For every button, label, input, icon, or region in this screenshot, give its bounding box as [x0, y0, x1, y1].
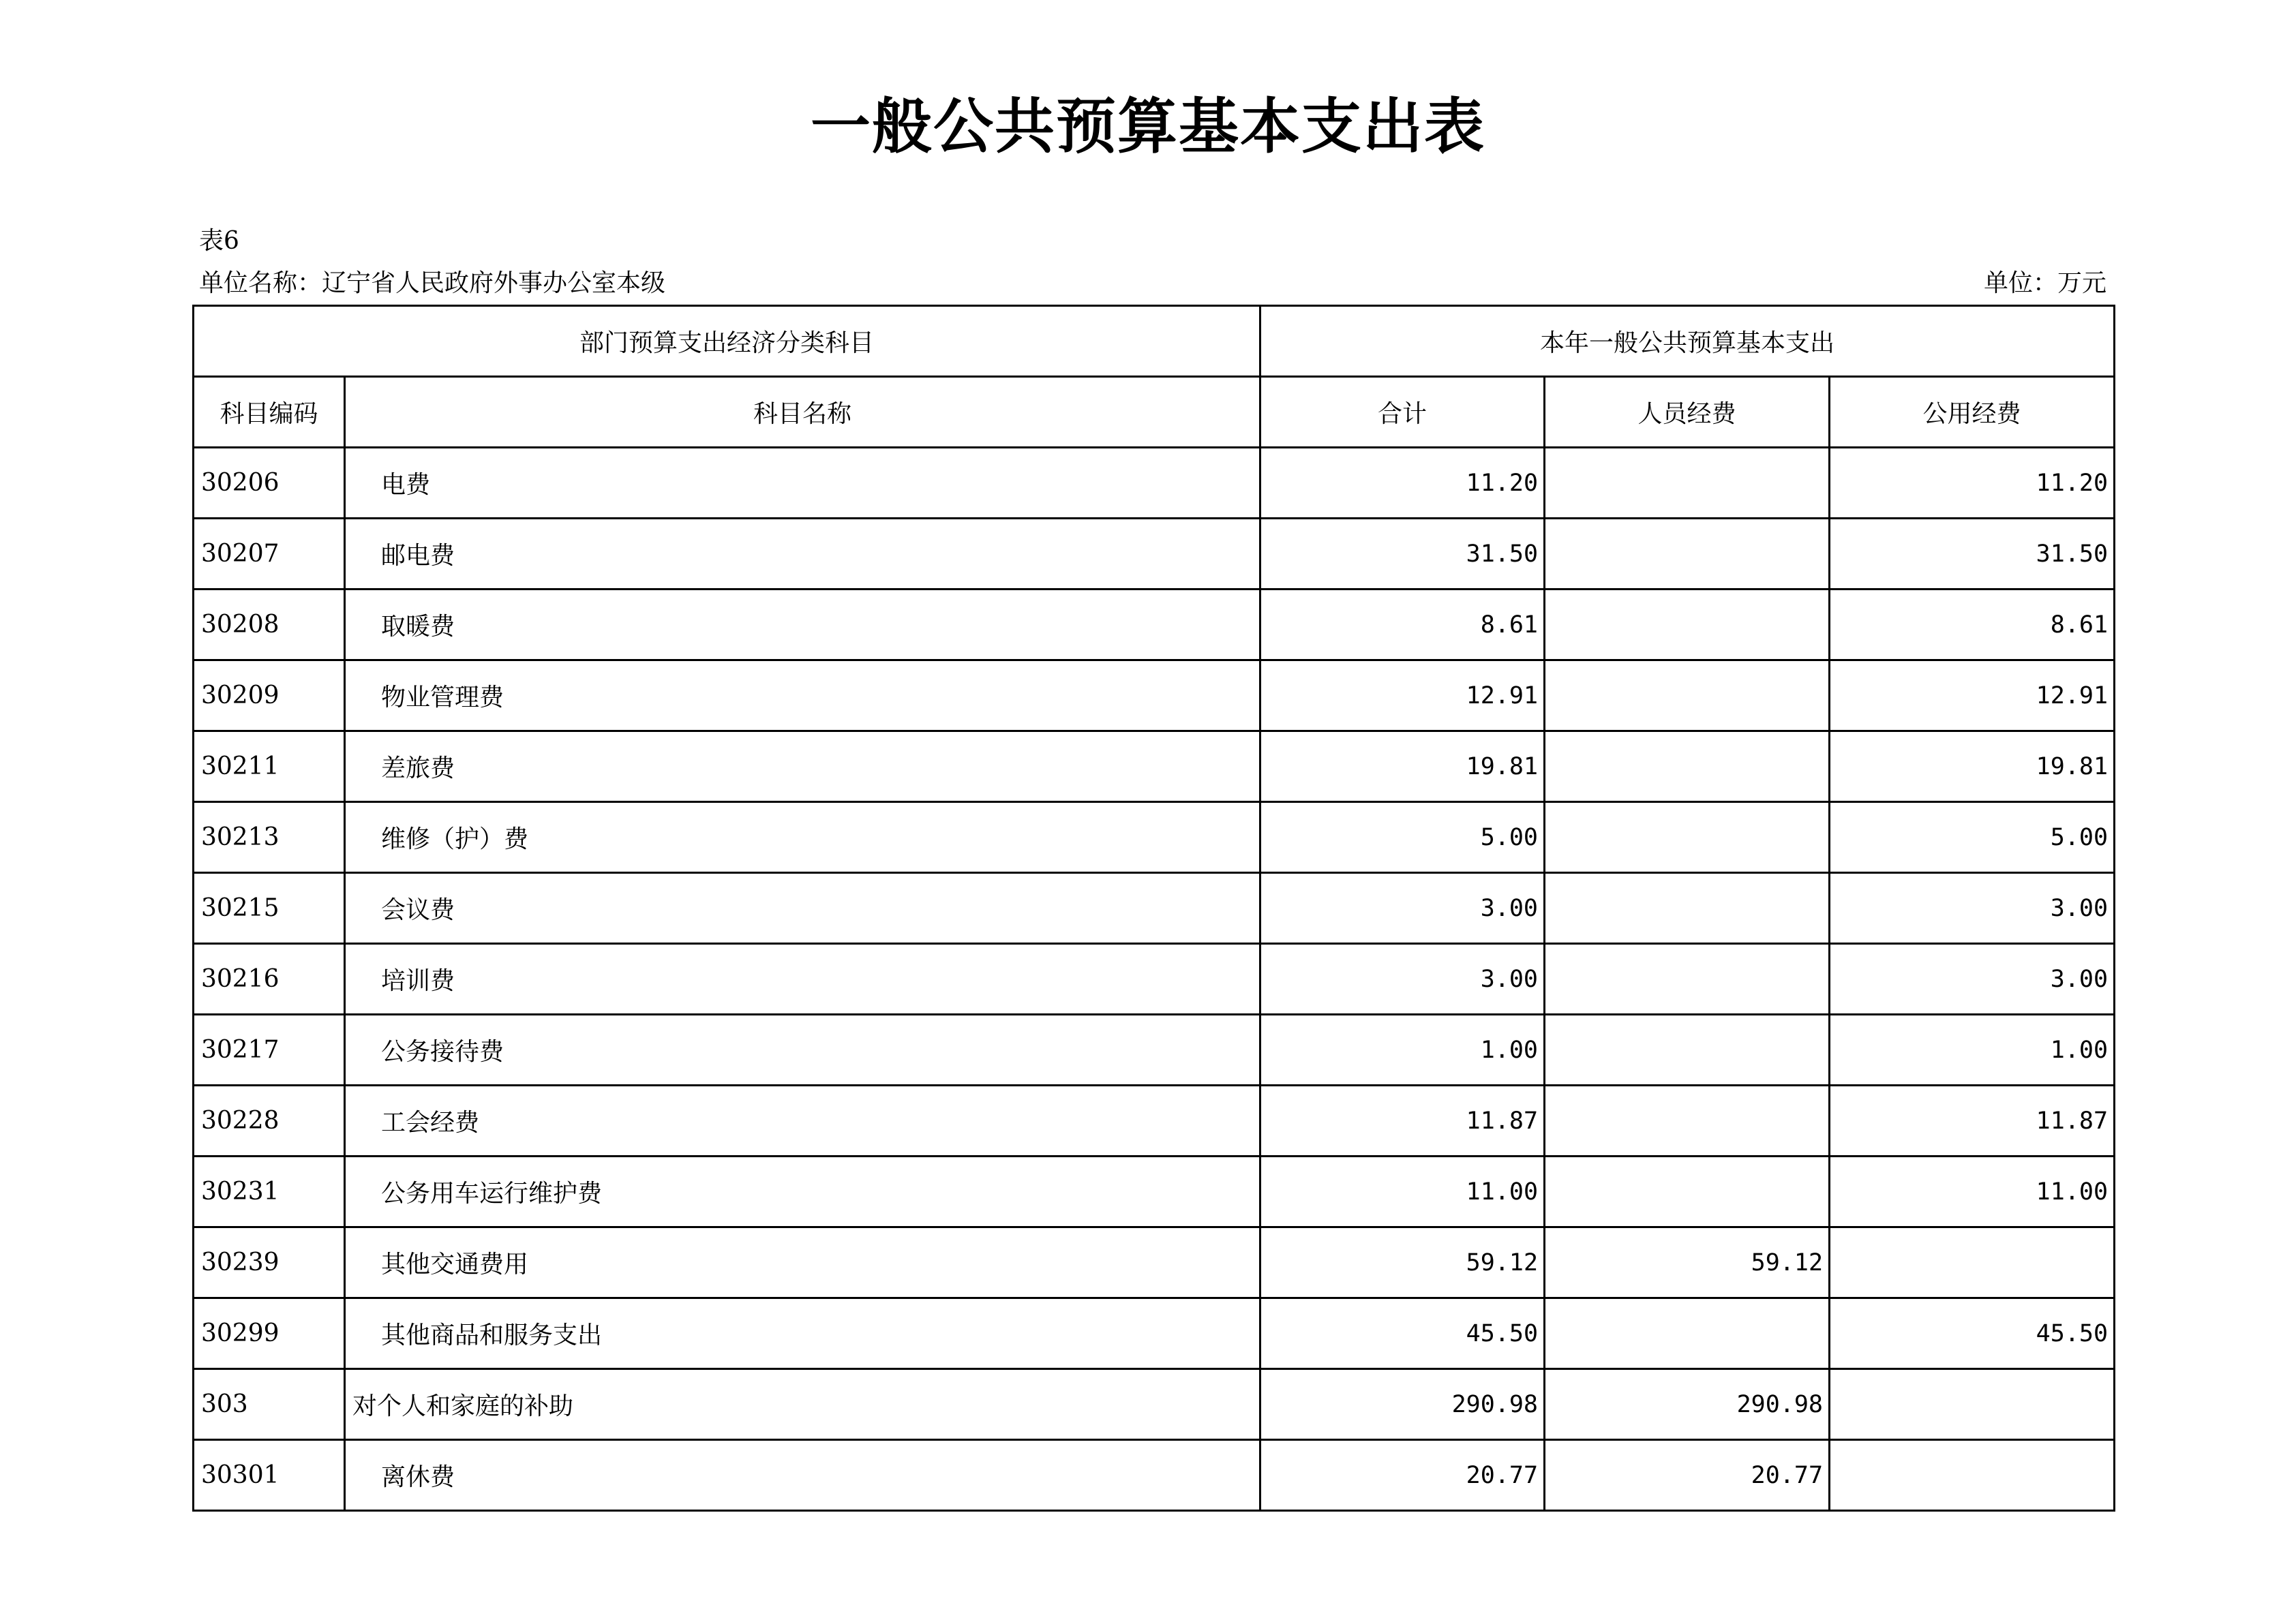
- header-column-row: [194, 377, 2115, 448]
- unit-name: 单位名称：辽宁省人民政府外事办公室本级: [199, 269, 666, 297]
- row-personnel: [1545, 590, 1830, 660]
- row-name: 对个人和家庭的补助: [345, 1369, 1260, 1440]
- table-row: [194, 590, 2115, 660]
- row-name: 其他商品和服务支出: [345, 1298, 1260, 1369]
- row-code: 30213: [194, 802, 345, 873]
- row-personnel: [1545, 873, 1830, 944]
- row-personnel: 59.12: [1545, 1227, 1830, 1298]
- row-total: 3.00: [1260, 944, 1545, 1015]
- row-total: 5.00: [1260, 802, 1545, 873]
- header-public: 公用经费: [1830, 377, 2115, 448]
- table-row: [194, 944, 2115, 1015]
- table-row: [194, 1086, 2115, 1157]
- row-name: 其他交通费用: [345, 1227, 1260, 1298]
- row-public: 11.00: [1830, 1157, 2115, 1227]
- row-public: 3.00: [1830, 873, 2115, 944]
- row-code: 30206: [194, 448, 345, 519]
- row-total: 3.00: [1260, 873, 1545, 944]
- row-name: 培训费: [345, 944, 1260, 1015]
- table-row: [194, 1227, 2115, 1298]
- table-row: [194, 1015, 2115, 1086]
- row-name: 差旅费: [345, 731, 1260, 802]
- row-public: 45.50: [1830, 1298, 2115, 1369]
- row-name: 公务接待费: [345, 1015, 1260, 1086]
- row-public: [1830, 1369, 2115, 1440]
- row-code: 30231: [194, 1157, 345, 1227]
- row-personnel: [1545, 1157, 1830, 1227]
- page-title: 一般公共预算基本支出表: [810, 91, 1485, 162]
- table-row: [194, 1440, 2115, 1511]
- row-name: 维修（护）费: [345, 802, 1260, 873]
- row-personnel: [1545, 519, 1830, 590]
- row-personnel: [1545, 1298, 1830, 1369]
- row-name: 邮电费: [345, 519, 1260, 590]
- table-row: [194, 873, 2115, 944]
- row-total: 11.20: [1260, 448, 1545, 519]
- header-basic-expenditure: 本年一般公共预算基本支出: [1260, 306, 2115, 377]
- row-name: 物业管理费: [345, 660, 1260, 731]
- row-total: 8.61: [1260, 590, 1545, 660]
- row-code: 303: [194, 1369, 345, 1440]
- header-personnel: 人员经费: [1545, 377, 1830, 448]
- row-public: 1.00: [1830, 1015, 2115, 1086]
- row-public: 12.91: [1830, 660, 2115, 731]
- row-personnel: 20.77: [1545, 1440, 1830, 1511]
- header-name: 科目名称: [345, 377, 1260, 448]
- table-row: [194, 1298, 2115, 1369]
- row-code: 30211: [194, 731, 345, 802]
- header-economic-classification: 部门预算支出经济分类科目: [194, 306, 1260, 377]
- table-row: [194, 519, 2115, 590]
- row-code: 30216: [194, 944, 345, 1015]
- row-total: 1.00: [1260, 1015, 1545, 1086]
- header-group-row: [194, 306, 2115, 377]
- table-row: [194, 448, 2115, 519]
- row-personnel: [1545, 660, 1830, 731]
- row-total: 11.00: [1260, 1157, 1545, 1227]
- row-code: 30209: [194, 660, 345, 731]
- header-code: 科目编码: [194, 377, 345, 448]
- row-personnel: [1545, 731, 1830, 802]
- table-row: [194, 802, 2115, 873]
- row-public: 8.61: [1830, 590, 2115, 660]
- row-code: 30208: [194, 590, 345, 660]
- row-personnel: 290.98: [1545, 1369, 1830, 1440]
- row-personnel: [1545, 944, 1830, 1015]
- table-row: [194, 731, 2115, 802]
- budget-table: [192, 305, 2115, 1512]
- row-public: [1830, 1440, 2115, 1511]
- row-code: 30207: [194, 519, 345, 590]
- row-total: 290.98: [1260, 1369, 1545, 1440]
- row-total: 19.81: [1260, 731, 1545, 802]
- row-personnel: [1545, 448, 1830, 519]
- row-personnel: [1545, 802, 1830, 873]
- header-total: 合计: [1260, 377, 1545, 448]
- row-public: [1830, 1227, 2115, 1298]
- table-body: [194, 448, 2115, 1511]
- row-personnel: [1545, 1086, 1830, 1157]
- row-public: 19.81: [1830, 731, 2115, 802]
- row-public: 11.87: [1830, 1086, 2115, 1157]
- row-total: 20.77: [1260, 1440, 1545, 1511]
- table-row: [194, 660, 2115, 731]
- row-name: 取暖费: [345, 590, 1260, 660]
- row-name: 会议费: [345, 873, 1260, 944]
- row-public: 11.20: [1830, 448, 2115, 519]
- row-name: 电费: [345, 448, 1260, 519]
- row-total: 45.50: [1260, 1298, 1545, 1369]
- row-code: 30228: [194, 1086, 345, 1157]
- row-name: 公务用车运行维护费: [345, 1157, 1260, 1227]
- table-row: [194, 1369, 2115, 1440]
- currency-unit: 单位：万元: [1983, 269, 2106, 297]
- row-public: 5.00: [1830, 802, 2115, 873]
- row-total: 59.12: [1260, 1227, 1545, 1298]
- row-total: 11.87: [1260, 1086, 1545, 1157]
- table-number: 表6: [199, 227, 239, 255]
- row-name: 工会经费: [345, 1086, 1260, 1157]
- row-public: 3.00: [1830, 944, 2115, 1015]
- row-total: 12.91: [1260, 660, 1545, 731]
- row-code: 30301: [194, 1440, 345, 1511]
- row-code: 30239: [194, 1227, 345, 1298]
- table-row: [194, 1157, 2115, 1227]
- row-total: 31.50: [1260, 519, 1545, 590]
- row-personnel: [1545, 1015, 1830, 1086]
- row-code: 30217: [194, 1015, 345, 1086]
- row-public: 31.50: [1830, 519, 2115, 590]
- row-code: 30215: [194, 873, 345, 944]
- row-name: 离休费: [345, 1440, 1260, 1511]
- row-code: 30299: [194, 1298, 345, 1369]
